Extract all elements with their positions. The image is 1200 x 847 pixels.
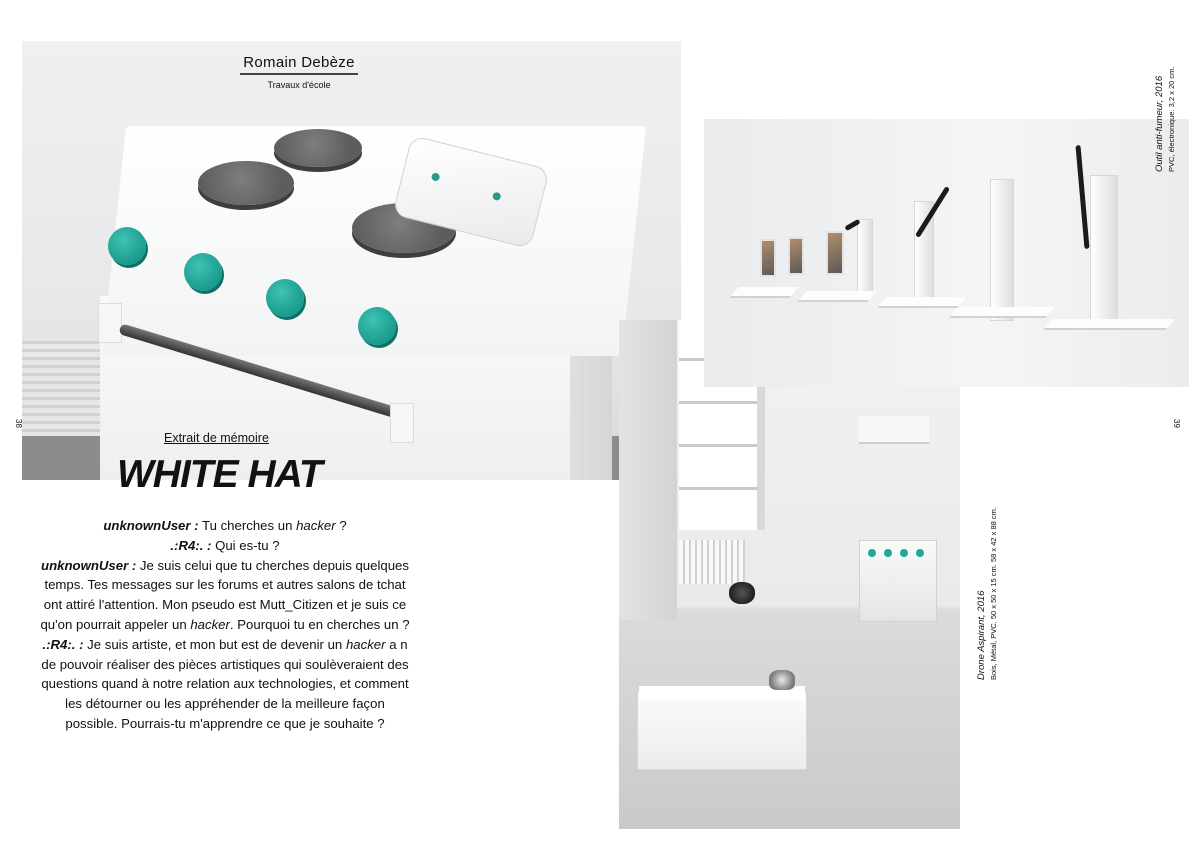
speaker-name: .:R4:. : — [170, 537, 212, 553]
ceiling-box — [859, 416, 929, 444]
wall-photo — [704, 119, 1189, 387]
propeller — [1075, 145, 1089, 249]
caption-title: Outil anti-fumeur, 2016 — [1154, 75, 1165, 172]
shelf — [1043, 319, 1174, 330]
dialogue-line: ? — [335, 518, 347, 533]
stove-knob — [266, 279, 304, 317]
speaker-name: unknownUser : — [103, 518, 199, 533]
caption-title: Drone Aspirant, 2016 — [976, 590, 987, 680]
shelf — [729, 287, 798, 298]
hotplate — [198, 161, 294, 205]
shelf — [797, 291, 876, 302]
framed-image — [788, 237, 804, 275]
page-number-left: 38 — [13, 419, 23, 428]
author-name: Romain Debèze — [240, 54, 358, 75]
dialogue-emphasis: hacker — [190, 616, 230, 632]
dialogue-line: Qui es-tu ? — [211, 537, 280, 553]
speaker-name: .:R4:. : — [42, 636, 84, 652]
stove-knob — [358, 307, 396, 345]
caption-wall-piece — [1154, 67, 1178, 172]
stove-knob — [184, 253, 222, 291]
dialogue-line: Tu cherches un — [198, 518, 297, 533]
plinth — [637, 692, 807, 770]
wall-object — [729, 582, 755, 604]
page-number-right: 39 — [1171, 419, 1181, 428]
rail-bracket — [390, 403, 414, 443]
dialogue-line: . Pourquoi tu en cherches un ? — [229, 616, 410, 632]
wall-post — [1090, 175, 1118, 327]
wall-post — [990, 179, 1014, 321]
pillar — [619, 320, 677, 620]
author-subtitle: Travaux d'école — [267, 80, 331, 90]
caption-details: Bois, Métal, PVC. 50 x 50 x 15 cm. 58 x 42 x 88 cm. — [989, 507, 998, 680]
caption-room-piece — [976, 507, 1000, 680]
stove-knob — [916, 549, 924, 557]
stove-photo — [22, 41, 681, 480]
stove-knob — [900, 549, 908, 557]
caption-details: PVC, électronique. 3,2 x 20 cm. — [1167, 66, 1176, 172]
dialogue-line: a n de pouvoir réaliser des pièces artistiques qui soulèveraient des questions quand à notre relation aux technologies, et comment les détourner ou les appréhender de la meilleure façon possible. Pourrais-tu m'apprendre ce que je souhaite ? — [41, 636, 409, 731]
dialogue-text — [40, 516, 410, 734]
stove-knob — [108, 227, 146, 265]
framed-image — [760, 239, 776, 277]
hotplate — [274, 129, 362, 167]
stove-knob — [868, 549, 876, 557]
shelf — [949, 307, 1054, 318]
dialogue-line: Je suis celui que tu cherches depuis quelques temps. Tes messages sur les forums et autres salons de tchat ont attiré l'attention. Mon pseudo est Mutt_Citizen et je suis ce qu'on pourrait appeler un — [40, 557, 409, 632]
dialogue-emphasis: hacker — [296, 518, 336, 533]
section-label: Extrait de mémoire — [164, 431, 269, 445]
dialogue-line: Je suis artiste, et mon but est de devenir un — [83, 636, 346, 652]
stove-sculpture — [859, 540, 937, 622]
rail-bracket — [98, 303, 122, 343]
wall-post — [857, 219, 873, 297]
speaker-name: unknownUser : — [41, 557, 137, 573]
remote-button — [431, 172, 441, 182]
drone-vacuum — [769, 670, 795, 690]
stove-knob — [884, 549, 892, 557]
dialogue-emphasis: hacker — [345, 636, 386, 652]
radiator — [679, 540, 745, 584]
section-title: WHITE HAT — [117, 453, 322, 496]
shelf — [877, 297, 966, 308]
remote-button — [492, 192, 502, 202]
room-photo — [619, 320, 960, 829]
framed-image — [826, 231, 844, 275]
